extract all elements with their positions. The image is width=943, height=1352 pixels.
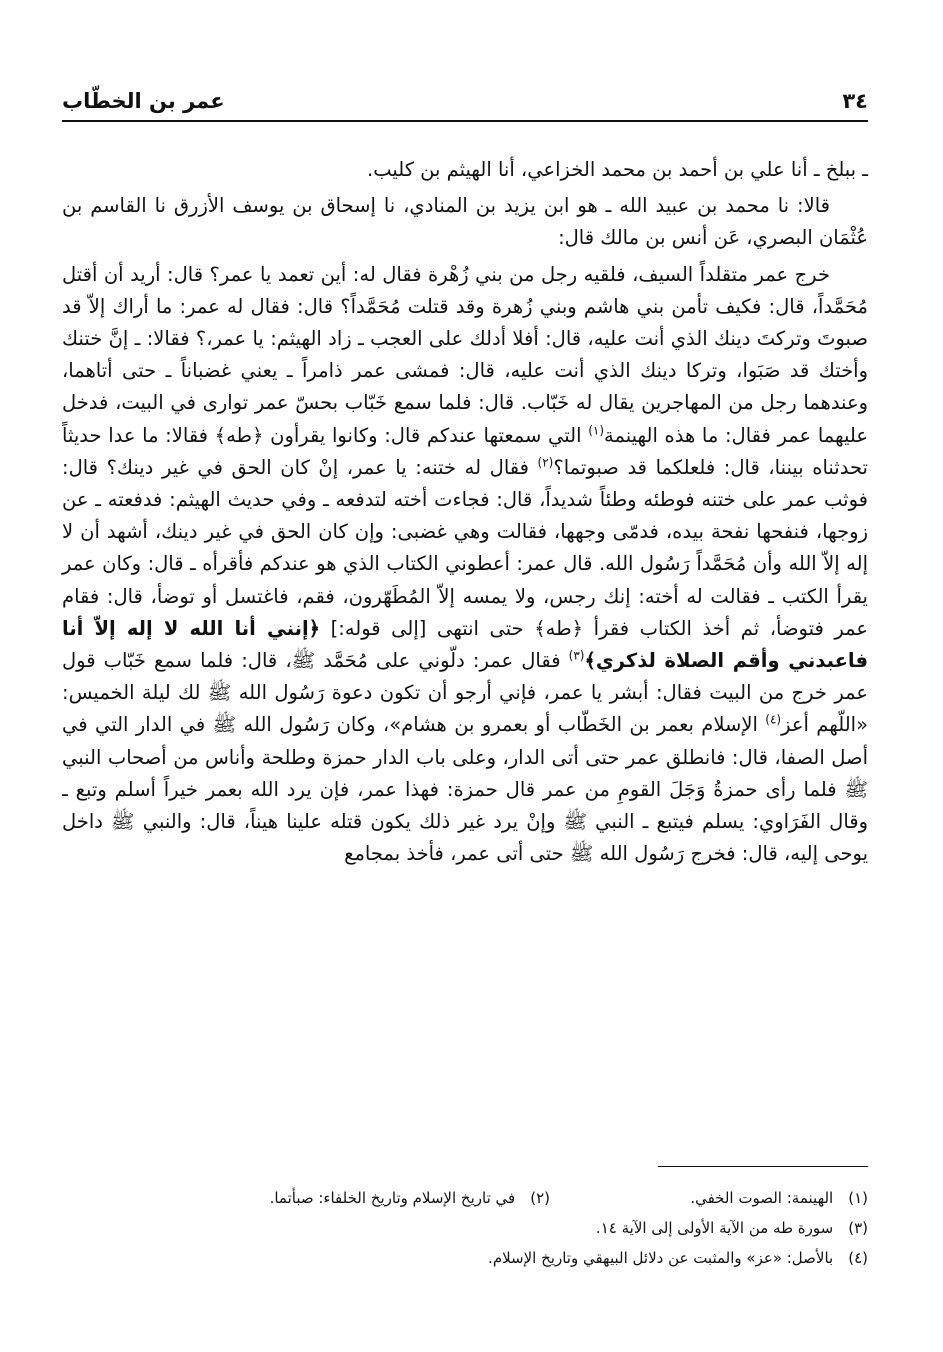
footnote-1-number: (١) <box>848 1189 868 1207</box>
paragraph-3-part-1: خرج عمر متقلداً السيف، فلقيه رجل من بني زُهْرة فقال له: أين تعمد يا عمر؟ قال: أريد أن أقتل مُحَمَّداً، قال: فكيف تأمن بني هاشم وبني زُهرة وقد قتلت مُحَمَّداً؟ قال: فقال له عمر: ما أراك إلاّ قد صبوتَ وتركتَ دينك الذي أنت عليه، قال: أفلا أدلك على العجب ـ زاد الهيثم: يا عمر،؟ فقالا: ـ إنَّ ختنك وأختك قد صَبَوا، وتركا دينك الذي أنت عليه، قال: فمشى عمر ذامراً ـ يعني غضباناً ـ حتى أتاهما، وعندهما رجل من المهاجرين يقال له خَبّاب. قال: فلما سمع خَبّاب بحسّ عمر توارى في البيت، فدخل عليهما عمر فقال: ما هذه الهينمة <box>62 262 868 447</box>
footnote-4 <box>488 1243 868 1273</box>
paragraph-3 <box>62 259 868 871</box>
book-page <box>62 70 868 1300</box>
footnote-ref-1[interactable]: (١) <box>588 423 605 438</box>
paragraph-1: ـ ببلخ ـ أنا علي بن أحمد بن محمد الخزاعي، أنا الهيثم بن كليب. <box>367 158 868 181</box>
footnotes <box>62 1183 868 1273</box>
footnote-2-number: (٢) <box>530 1189 550 1207</box>
footnote-3-number: (٣) <box>848 1219 868 1237</box>
paragraph-3-part-2: التي سمعتها عندكم قال: وكانوا يقرأون ﴿طه﴾ فقالا: ما عدا حديثاً تحدثناه بيننا، قال: فلعلكما قد صبوتما؟ <box>62 423 868 479</box>
quran-verse: ﴿إنني أنا الله لا إله إلاّ أنا فاعبدني وأقم الصلاة لذكري﴾ <box>62 616 868 673</box>
page-header <box>62 70 868 116</box>
paragraph-3-part-4: فقال عمر: دلّوني على مُحَمَّد ﷺ، قال: فلما سمع خَبّاب قول عمر خرج من البيت فقال: أبشر يا عمر، فإني أرجو أن تكون دعوة رَسُول الله ﷺ لك ليلة الخميس: «اللّهم أعز <box>62 649 868 737</box>
footnote-1 <box>550 1183 868 1213</box>
page-number: ٣٤ <box>842 89 868 113</box>
footnote-ref-2[interactable]: (٢) <box>537 455 554 470</box>
paragraph-2: قالا: نا محمد بن عبيد الله ـ هو ابن يزيد بن المنادي، نا إسحاق بن يوسف الأزرق نا القاسم بن عُثْمَان البصري، عَن أنس بن مالك قال: <box>62 194 868 250</box>
main-text <box>62 154 868 870</box>
footnote-ref-4[interactable]: (٤) <box>765 712 782 727</box>
footnote-ref-3[interactable]: (٣) <box>568 648 585 663</box>
footnote-4-number: (٤) <box>848 1249 868 1267</box>
footnote-2 <box>270 1183 550 1213</box>
paragraph-3-part-3: فقال له ختنه: يا عمر، إنْ كان الحق في غير دينك؟ قال: فوثب عمر على ختنه فوطئه وطئاً شديداً، قال: فجاءت أخته لتدفعه ـ وفي حديث الهيثم: فدفعته ـ عن زوجها، فنفحها نفحة بيده، فدمّى وجهها، فقالت وهي غضبى: وإن كان الحق في غير دينك، أشهد أن لا إله إلاّ الله وأن مُحَمَّداً رَسُول الله. قال عمر: أعطوني الكتاب الذي هو عندكم فأقرأه ـ قال: وكان عمر يقرأ الكتب ـ فقالت له أخته: إنك رجس، ولا يمسه إلاّ المُطَهّرون، فقم، فاغتسل أو توضأ، قال: فقام عمر فتوضأ، ثم أخذ الكتاب فقرأ ﴿طه﴾ حتى انتهى [إلى قوله:] <box>62 455 869 640</box>
footnote-2-text: في تاريخ الإسلام وتاريخ الخلفاء: صبأتما. <box>269 1189 516 1207</box>
footnote-3-text: سورة طه من الآية الأولى إلى الآية ١٤. <box>595 1219 834 1237</box>
paragraph-3-part-5: الإسلام بعمر بن الخَطّاب أو بعمرو بن هشام»، وكان رَسُول الله ﷺ في الدار التي في أصل الصفا، قال: فانطلق عمر حتى أتى الدار، وعلى باب الدار حمزة وطلحة وأناس من أصحاب النبي ﷺ فلما رأى حمزةُ وَجَلَ القومِ من عمر قال حمزة: فهذا عمر، فإن يرد الله بعمر خيراً أسلم وتبع ـ وقال الفَرَاوي: يسلم فيتبع ـ النبي ﷺ وإنْ يرد غير ذلك يكون قتله علينا هيناً، قال: والنبي ﷺ داخل يوحى إليه، قال: فخرج رَسُول الله ﷺ حتى أتى عمر، فأخذ بمجامع <box>62 713 868 866</box>
footnote-1-text: الهينمة: الصوت الخفي. <box>690 1189 834 1207</box>
footnote-divider <box>658 1166 868 1167</box>
header-divider <box>62 120 868 122</box>
footnote-4-text: بالأصل: «عز» والمثبت عن دلائل البيهقي وتاريخ الإسلام. <box>488 1249 834 1267</box>
running-title: عمر بن الخطّاب <box>62 89 225 113</box>
footnote-3 <box>596 1213 868 1243</box>
footnote-row-1 <box>62 1183 868 1213</box>
